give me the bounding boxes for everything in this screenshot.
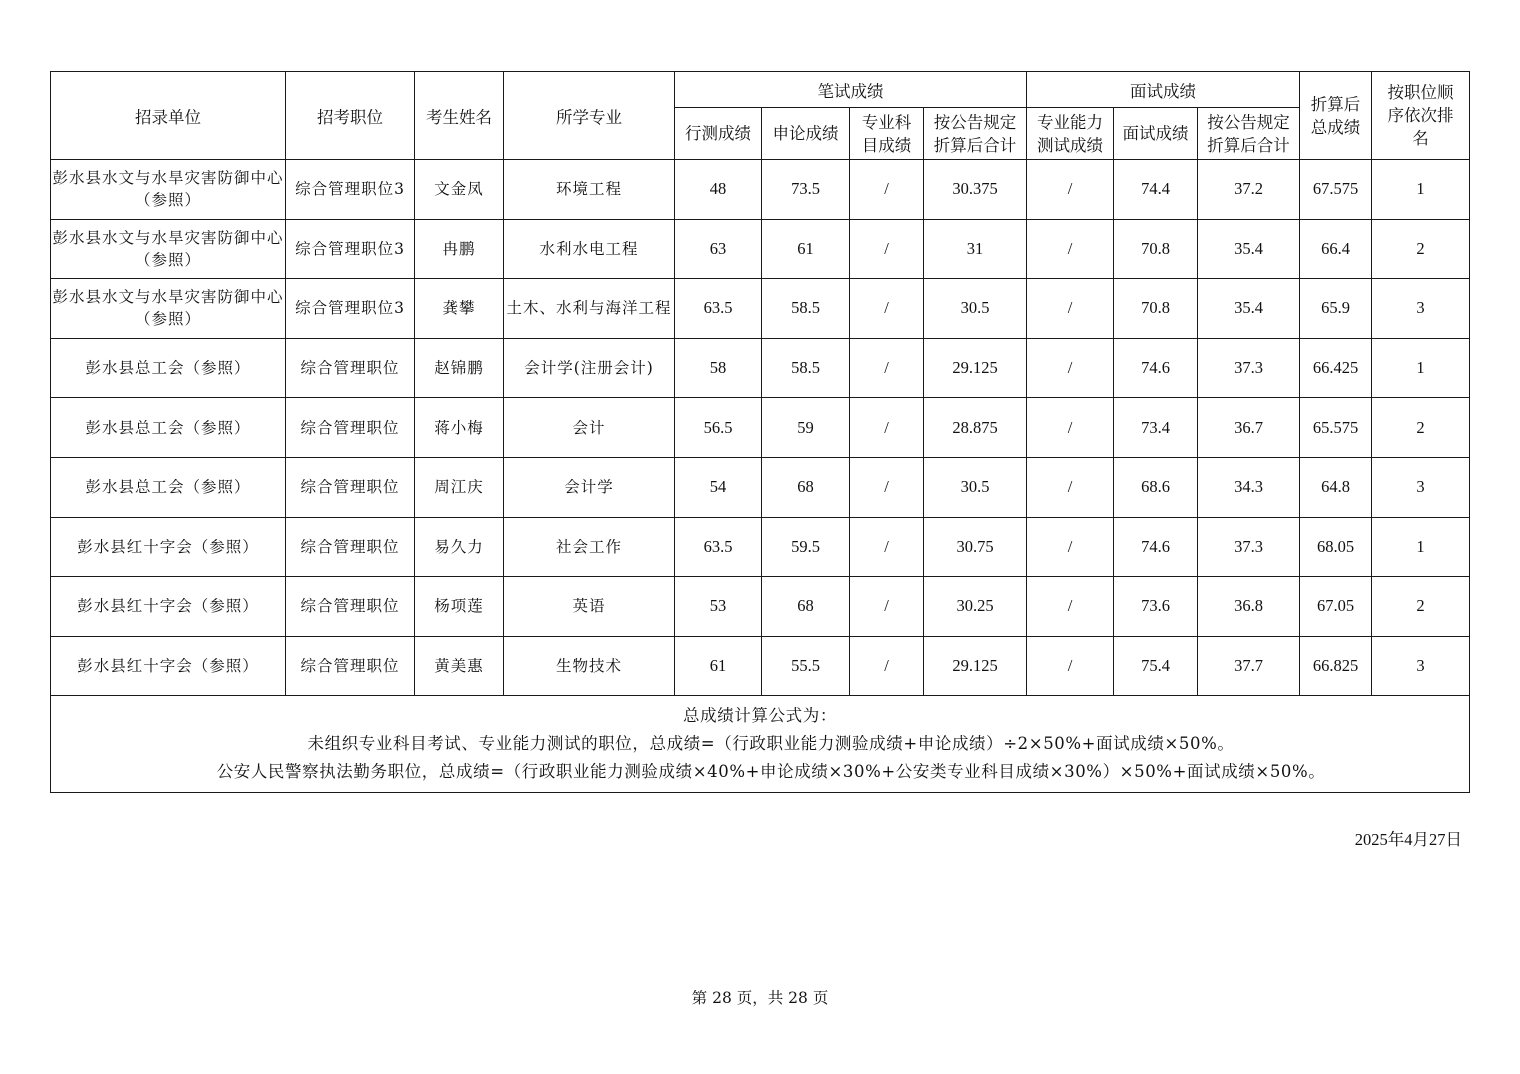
cell-interview: 70.8 — [1114, 279, 1198, 339]
cell-ability: / — [1027, 160, 1114, 220]
table-row — [51, 457, 1470, 517]
cell-professional: / — [850, 279, 924, 339]
header-written-total: 按公告规定 折算后合计 — [924, 108, 1027, 160]
cell-unit: 彭水县水文与水旱灾害防御中心（参照） — [51, 160, 286, 220]
cell-interview-total: 35.4 — [1198, 219, 1300, 279]
notes-title: 总成绩计算公式为： — [683, 706, 837, 726]
publish-date: 2025年4月27日 — [1354, 830, 1462, 849]
header-row-top — [51, 72, 1470, 108]
cell-name: 龚攀 — [415, 279, 504, 339]
cell-essay: 55.5 — [762, 636, 850, 696]
header-written-group: 笔试成绩 — [675, 72, 1027, 108]
table-row — [51, 219, 1470, 279]
cell-interview-total: 37.7 — [1198, 636, 1300, 696]
cell-written-total: 30.75 — [924, 517, 1027, 577]
table-row — [51, 517, 1470, 577]
cell-position: 综合管理职位3 — [286, 219, 415, 279]
cell-rank: 1 — [1372, 338, 1470, 398]
cell-interview: 68.6 — [1114, 457, 1198, 517]
cell-interview: 74.6 — [1114, 338, 1198, 398]
cell-position: 综合管理职位 — [286, 636, 415, 696]
cell-essay: 73.5 — [762, 160, 850, 220]
cell-written-total: 30.5 — [924, 457, 1027, 517]
cell-admin-test: 58 — [675, 338, 762, 398]
cell-admin-test: 63 — [675, 219, 762, 279]
cell-name: 杨项莲 — [415, 577, 504, 637]
cell-essay: 58.5 — [762, 338, 850, 398]
cell-professional: / — [850, 517, 924, 577]
cell-professional: / — [850, 160, 924, 220]
cell-interview: 70.8 — [1114, 219, 1198, 279]
header-admin-test: 行测成绩 — [675, 108, 762, 160]
table-row — [51, 636, 1470, 696]
cell-rank: 1 — [1372, 160, 1470, 220]
cell-final: 67.575 — [1300, 160, 1372, 220]
cell-written-total: 29.125 — [924, 636, 1027, 696]
cell-admin-test: 56.5 — [675, 398, 762, 458]
cell-ability: / — [1027, 577, 1114, 637]
cell-ability: / — [1027, 457, 1114, 517]
cell-interview-total: 37.3 — [1198, 517, 1300, 577]
cell-major: 社会工作 — [504, 517, 675, 577]
cell-interview: 74.6 — [1114, 517, 1198, 577]
cell-name: 冉鹏 — [415, 219, 504, 279]
header-interview: 面试成绩 — [1114, 108, 1198, 160]
header-name: 考生姓名 — [415, 72, 504, 160]
cell-essay: 59.5 — [762, 517, 850, 577]
cell-major: 土木、水利与海洋工程 — [504, 279, 675, 339]
cell-rank: 3 — [1372, 457, 1470, 517]
cell-position: 综合管理职位 — [286, 457, 415, 517]
cell-final: 65.575 — [1300, 398, 1372, 458]
cell-position: 综合管理职位 — [286, 338, 415, 398]
cell-admin-test: 53 — [675, 577, 762, 637]
table-row — [51, 160, 1470, 220]
page-footer: 第 28 页，共 28 页 — [691, 989, 829, 1007]
cell-position: 综合管理职位 — [286, 577, 415, 637]
cell-interview-total: 36.7 — [1198, 398, 1300, 458]
formula-notes — [51, 696, 1470, 793]
cell-position: 综合管理职位 — [286, 517, 415, 577]
cell-unit: 彭水县水文与水旱灾害防御中心（参照） — [51, 279, 286, 339]
header-final-score: 折算后 总成绩 — [1300, 72, 1372, 160]
notes-line-2: 公安人民警察执法勤务职位，总成绩=（行政职业能力测验成绩×40%+申论成绩×30%+公安类专业科目成绩×30%）×50%+面试成绩×50%。 — [216, 762, 1326, 782]
cell-professional: / — [850, 338, 924, 398]
cell-admin-test: 63.5 — [675, 517, 762, 577]
cell-major: 环境工程 — [504, 160, 675, 220]
cell-major: 水利水电工程 — [504, 219, 675, 279]
cell-admin-test: 61 — [675, 636, 762, 696]
cell-essay: 61 — [762, 219, 850, 279]
cell-final: 66.825 — [1300, 636, 1372, 696]
cell-final: 66.425 — [1300, 338, 1372, 398]
cell-unit: 彭水县总工会（参照） — [51, 457, 286, 517]
header-rank: 按职位顺 序依次排 名 — [1372, 72, 1470, 160]
cell-name: 黄美惠 — [415, 636, 504, 696]
cell-name: 文金凤 — [415, 160, 504, 220]
cell-essay: 68 — [762, 577, 850, 637]
cell-position: 综合管理职位3 — [286, 160, 415, 220]
cell-written-total: 30.5 — [924, 279, 1027, 339]
cell-unit: 彭水县水文与水旱灾害防御中心（参照） — [51, 219, 286, 279]
cell-unit: 彭水县红十字会（参照） — [51, 517, 286, 577]
cell-interview: 73.4 — [1114, 398, 1198, 458]
cell-major: 会计 — [504, 398, 675, 458]
cell-professional: / — [850, 636, 924, 696]
table-row — [51, 577, 1470, 637]
cell-essay: 68 — [762, 457, 850, 517]
cell-final: 66.4 — [1300, 219, 1372, 279]
cell-rank: 3 — [1372, 279, 1470, 339]
header-unit: 招录单位 — [51, 72, 286, 160]
cell-major: 会计学(注册会计) — [504, 338, 675, 398]
cell-written-total: 30.25 — [924, 577, 1027, 637]
cell-written-total: 30.375 — [924, 160, 1027, 220]
cell-unit: 彭水县总工会（参照） — [51, 338, 286, 398]
cell-position: 综合管理职位 — [286, 398, 415, 458]
cell-admin-test: 54 — [675, 457, 762, 517]
cell-major: 英语 — [504, 577, 675, 637]
cell-final: 65.9 — [1300, 279, 1372, 339]
cell-name: 赵锦鹏 — [415, 338, 504, 398]
header-professional: 专业科 目成绩 — [850, 108, 924, 160]
cell-interview-total: 37.3 — [1198, 338, 1300, 398]
notes-line-1: 未组织专业科目考试、专业能力测试的职位，总成绩=（行政职业能力测验成绩+申论成绩）÷2×50%+面试成绩×50%。 — [307, 734, 1235, 754]
cell-interview-total: 34.3 — [1198, 457, 1300, 517]
cell-written-total: 29.125 — [924, 338, 1027, 398]
header-essay: 申论成绩 — [762, 108, 850, 160]
header-interview-group: 面试成绩 — [1027, 72, 1300, 108]
cell-name: 蒋小梅 — [415, 398, 504, 458]
table-row — [51, 338, 1470, 398]
cell-ability: / — [1027, 636, 1114, 696]
header-position: 招考职位 — [286, 72, 415, 160]
cell-admin-test: 48 — [675, 160, 762, 220]
cell-interview-total: 35.4 — [1198, 279, 1300, 339]
cell-unit: 彭水县红十字会（参照） — [51, 577, 286, 637]
header-ability: 专业能力 测试成绩 — [1027, 108, 1114, 160]
score-table — [50, 71, 1470, 793]
cell-final: 67.05 — [1300, 577, 1372, 637]
cell-rank: 1 — [1372, 517, 1470, 577]
cell-unit: 彭水县总工会（参照） — [51, 398, 286, 458]
cell-final: 64.8 — [1300, 457, 1372, 517]
cell-professional: / — [850, 219, 924, 279]
table-row — [51, 279, 1470, 339]
cell-rank: 2 — [1372, 398, 1470, 458]
cell-interview: 74.4 — [1114, 160, 1198, 220]
cell-ability: / — [1027, 398, 1114, 458]
cell-unit: 彭水县红十字会（参照） — [51, 636, 286, 696]
cell-written-total: 28.875 — [924, 398, 1027, 458]
cell-interview-total: 36.8 — [1198, 577, 1300, 637]
cell-interview: 73.6 — [1114, 577, 1198, 637]
cell-ability: / — [1027, 517, 1114, 577]
notes-row — [51, 696, 1470, 793]
cell-ability: / — [1027, 219, 1114, 279]
cell-rank: 2 — [1372, 577, 1470, 637]
header-major: 所学专业 — [504, 72, 675, 160]
cell-position: 综合管理职位3 — [286, 279, 415, 339]
cell-ability: / — [1027, 279, 1114, 339]
cell-final: 68.05 — [1300, 517, 1372, 577]
cell-professional: / — [850, 457, 924, 517]
header-interview-total: 按公告规定 折算后合计 — [1198, 108, 1300, 160]
cell-professional: / — [850, 577, 924, 637]
cell-major: 会计学 — [504, 457, 675, 517]
cell-professional: / — [850, 398, 924, 458]
cell-interview-total: 37.2 — [1198, 160, 1300, 220]
cell-rank: 2 — [1372, 219, 1470, 279]
cell-written-total: 31 — [924, 219, 1027, 279]
cell-ability: / — [1027, 338, 1114, 398]
cell-major: 生物技术 — [504, 636, 675, 696]
table-row — [51, 398, 1470, 458]
cell-interview: 75.4 — [1114, 636, 1198, 696]
cell-name: 易久力 — [415, 517, 504, 577]
cell-essay: 58.5 — [762, 279, 850, 339]
cell-rank: 3 — [1372, 636, 1470, 696]
cell-essay: 59 — [762, 398, 850, 458]
cell-admin-test: 63.5 — [675, 279, 762, 339]
cell-name: 周江庆 — [415, 457, 504, 517]
